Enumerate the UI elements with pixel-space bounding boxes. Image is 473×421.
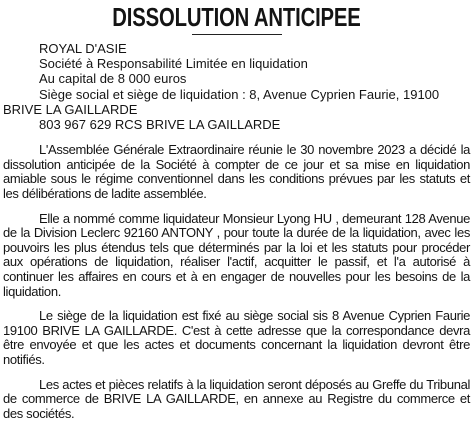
company-registration: 803 967 629 RCS BRIVE LA GAILLARDE (39, 117, 281, 133)
company-name: ROYAL D'ASIE (39, 41, 127, 56)
company-address: Siège social et siège de liquidation : 8, Avenue Cyprien Faurie, 19100 BRIVE LA GAILLARDE (3, 86, 440, 117)
title-divider (192, 34, 282, 35)
notice-title: DISSOLUTION ANTICIPEE (112, 2, 361, 32)
paragraph-filing: Les actes et pièces relatifs à la liquidation seront déposés au Greffe du Tribunal de commerce de BRIVE LA GAILLARDE, en annexe au Registre du commerce et des sociétés. (3, 376, 470, 421)
company-legal-form: Société à Responsabilité Limitée en liquidation (39, 56, 308, 72)
paragraph-dissolution: L'Assemblée Générale Extraordinaire réunie le 30 novembre 2023 a décidé la dissolution anticipée de la Société à compter de ce jour et sa mise en liquidation amiable sous le régime conventionnel dans les conditions prévues par les statuts et les délibérations de ladite assemblée. (3, 142, 470, 201)
company-details (3, 41, 470, 132)
company-capital: Au capital de 8 000 euros (39, 71, 187, 87)
paragraph-liquidation-seat: Le siège de la liquidation est fixé au siège social sis 8 Avenue Cyprien Faurie 19100 BRIVE LA GAILLARDE. C'est à cette adresse que la correspondance devra être envoyée et que les actes et documents concernant la liquidation devront être notifiés. (3, 308, 470, 367)
paragraph-liquidator: Elle a nommé comme liquidateur Monsieur Lyong HU , demeurant 128 Avenue de la Division Leclerc 92160 ANTONY , pour toute la durée de la liquidation, avec les pouvoirs les plus étendus tels que déterminés par la loi et les statuts pour procéder aux opérations de liquidation, réaliser l'actif, acquitter le passif, et l'a autorisé à continuer les affaires en cours et à en engager de nouvelles pour les besoins de la liquidation. (3, 210, 470, 299)
